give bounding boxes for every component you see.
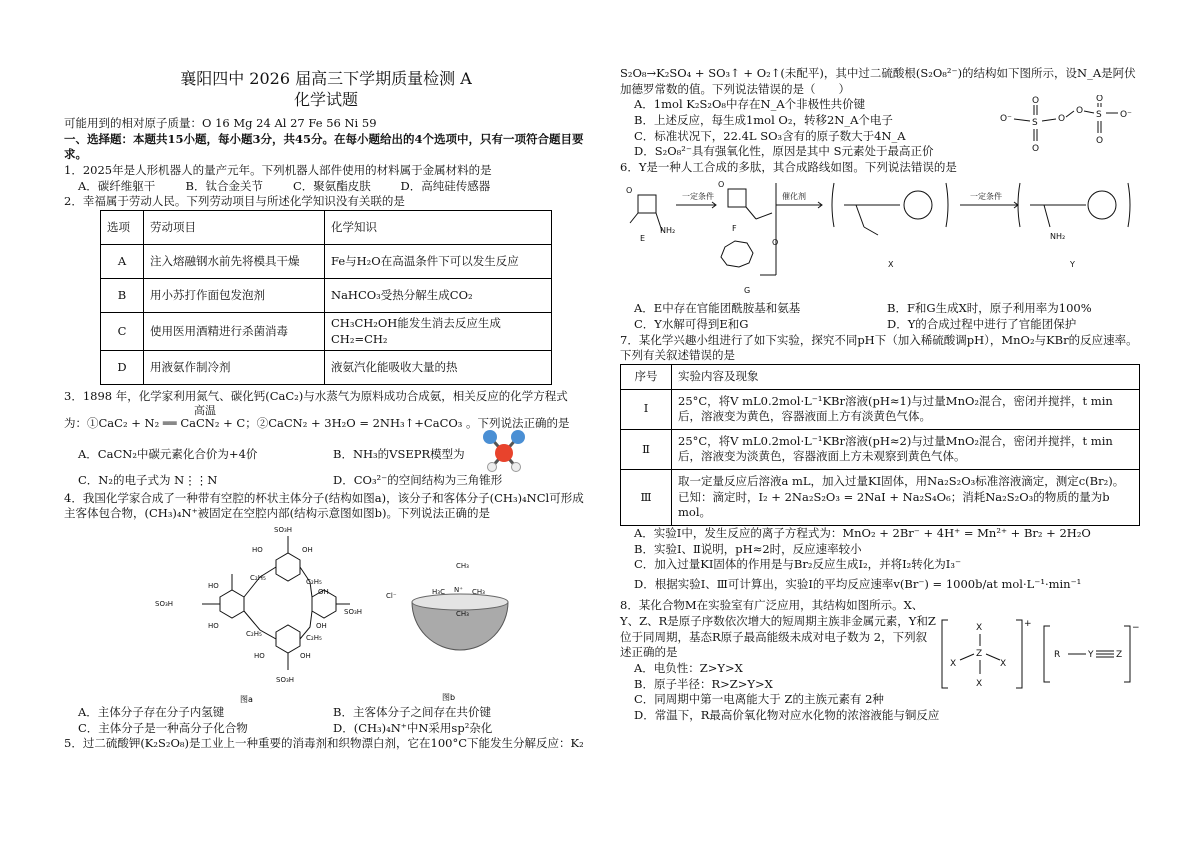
q3-option-c[interactable]: C．N₂的电子式为 N⋮⋮N xyxy=(78,473,218,488)
q2-cell: D xyxy=(101,351,144,385)
svg-text:Cl⁻: Cl⁻ xyxy=(386,591,397,600)
table-row xyxy=(101,312,552,350)
svg-text:C₂H₅: C₂H₅ xyxy=(306,633,322,642)
q3-option-a[interactable]: A．CaCN₂中碳元素化合价为+4价 xyxy=(78,447,258,462)
q7-header-no: 序号 xyxy=(621,364,672,389)
section-intro: 一、选择题：本题共15小题，每小题3分，共45分。在每小题给出的4个选项中，只有一项符合题目要求。 xyxy=(64,131,584,162)
compound-x-label: X xyxy=(888,260,894,270)
q2-cell: Fe与H₂O在高温条件下可以发生反应 xyxy=(325,244,552,278)
q8-stem: 8．某化合物M在实验室有广泛应用，其结构如图所示。X、Y、Z、R是原子序数依次增大的短周期主族非金属元素，Y和Z位于同周期，基态R原子最高能级未成对电子数为 2，下列叙述正确的是 xyxy=(620,598,936,660)
cond1-label: 一定条件 xyxy=(682,192,714,202)
svg-text:R: R xyxy=(1054,650,1061,661)
svg-text:CH₃: CH₃ xyxy=(456,561,469,570)
q2-cell: 用液氨作制冷剂 xyxy=(144,351,325,385)
compound-f-label: F xyxy=(732,224,737,234)
q4-option-a[interactable]: A．主体分子存在分子内氢键 xyxy=(78,704,225,719)
page-title xyxy=(64,68,588,110)
q6-option-b[interactable]: B．F和G生成X时，原子利用率为100% xyxy=(887,301,1092,316)
svg-text:NH₂: NH₂ xyxy=(660,226,676,236)
q3-option-d[interactable]: D．CO₃²⁻的空间结构为三角锥形 xyxy=(333,473,503,488)
compound-e-label: E xyxy=(640,234,646,244)
atomic-masses: 可能用到的相对原子质量：O 16 Mg 24 Al 27 Fe 56 Ni 59 xyxy=(64,116,377,131)
q2-header-labor: 劳动项目 xyxy=(144,210,325,244)
q3-options-row1 xyxy=(64,447,588,463)
compound-g-label: G xyxy=(744,286,751,296)
svg-text:SO₃H: SO₃H xyxy=(155,599,174,608)
svg-text:O⁻: O⁻ xyxy=(1000,114,1012,125)
table-row xyxy=(621,470,1140,526)
svg-text:SO₃H: SO₃H xyxy=(274,525,293,534)
q2-cell: NaHCO₃受热分解生成CO₂ xyxy=(325,278,552,312)
q3-condition: 高温 xyxy=(194,403,216,417)
svg-text:O: O xyxy=(1076,106,1084,117)
svg-text:O: O xyxy=(1058,114,1066,125)
q8-option-d[interactable]: D．常温下，R最高价氧化物对应水化物的浓溶液能与铜反应 xyxy=(634,707,940,722)
q2-table xyxy=(100,210,552,385)
q7-header-content: 实验内容及现象 xyxy=(672,364,1140,389)
svg-text:CH₃: CH₃ xyxy=(456,609,469,618)
fig-b-label: 图b xyxy=(442,692,456,702)
cond2-label: 催化剂 xyxy=(782,192,806,202)
svg-text:HO: HO xyxy=(254,651,265,660)
q7-cell: 25°C，将V mL0.2mol·L⁻¹KBr溶液(pH≈2)与过量MnO₂混合，密闭并搅拌，t min后，溶液变为淡黄色，容器液面上方未观察到黄色气体。 xyxy=(672,429,1140,469)
q6-option-d[interactable]: D．Y的合成过程中进行了官能团保护 xyxy=(887,317,1077,331)
svg-text:Z: Z xyxy=(976,649,983,660)
svg-text:OH: OH xyxy=(302,545,313,554)
vsepr-model-icon xyxy=(478,427,530,473)
left-column xyxy=(64,0,588,752)
svg-text:X: X xyxy=(976,679,983,690)
q5-option-d[interactable]: D．S₂O₈²⁻具有强氧化性，原因是其中 S元素处于最高正价 xyxy=(634,144,934,159)
q2-table-wrap xyxy=(64,210,552,385)
svg-text:O: O xyxy=(1096,95,1104,105)
svg-text:O: O xyxy=(626,186,633,196)
q6-option-a[interactable]: A．E中存在官能团酰胺基和氨基 xyxy=(634,301,801,316)
q8-option-a[interactable]: A．电负性：Z>Y>X xyxy=(634,660,743,675)
q5-body xyxy=(620,97,1140,160)
q2-cell: 用小苏打作面包发泡剂 xyxy=(144,278,325,312)
q8-option-c[interactable]: C．同周期中第一电离能大于 Z的主族元素有 2种 xyxy=(634,692,884,707)
table-row xyxy=(621,429,1140,469)
calixarene-structure-icon xyxy=(150,522,370,705)
q2-header-option: 选项 xyxy=(101,210,144,244)
svg-text:C₂H₅: C₂H₅ xyxy=(306,577,322,586)
q4-option-c[interactable]: C．主体分子是一种高分子化合物 xyxy=(78,720,248,735)
q8-option-b[interactable]: B．原子半径：R>Z>Y>X xyxy=(634,676,773,691)
q1-option-a[interactable]: A．碳纤维躯干 xyxy=(78,178,156,193)
svg-text:CH₃: CH₃ xyxy=(472,587,485,596)
q4-stem: 4．我国化学家合成了一种带有空腔的杯状主体分子(结构如图a)，该分子和客体分子(CH₃)₄NCl可形成主客体包合物，(CH₃)₄N⁺被固定在空腔内部(结构示意图如图b)。下列说法正确的是 xyxy=(64,490,584,521)
q7-option-b[interactable]: B．实验Ⅰ、Ⅱ说明，pH≈2时，反应速率较小 xyxy=(634,541,862,556)
svg-text:Z: Z xyxy=(1116,650,1123,661)
q4-options-row1 xyxy=(64,705,588,721)
svg-text:OH: OH xyxy=(300,651,311,660)
q2-cell: A xyxy=(101,244,144,278)
q7-option-d[interactable]: D．根据实验Ⅰ、Ⅲ可计算出，实验Ⅰ的平均反应速率v(Br⁻) = 1000b/at mol·L⁻¹·min⁻¹ xyxy=(634,576,1082,591)
q5-stem-left: 5．过二硫酸钾(K₂S₂O₈)是工业上一种重要的消毒剂和织物漂白剂，它在100°C下能发生分解反应：K₂ xyxy=(64,736,584,751)
svg-text:HO: HO xyxy=(208,621,219,630)
svg-text:O: O xyxy=(1096,136,1104,147)
table-row xyxy=(621,389,1140,429)
right-column xyxy=(620,66,1140,723)
svg-text:−: − xyxy=(1132,623,1140,634)
q2-cell: 液氨汽化能吸收大量的热 xyxy=(325,351,552,385)
svg-text:S: S xyxy=(1032,118,1038,129)
svg-text:O⁻: O⁻ xyxy=(1120,110,1132,121)
peroxodisulfate-structure-icon xyxy=(998,95,1138,157)
q6-options-row1 xyxy=(620,301,1140,317)
q3-option-b[interactable] xyxy=(333,447,588,463)
synthesis-route-icon xyxy=(620,175,1140,301)
q7-table xyxy=(620,364,1140,526)
q7-stem: 7．某化学兴趣小组进行了如下实验，探究不同pH下（加入稀硫酸调pH），MnO₂与KBr的反应速率。下列有关叙述错误的是 xyxy=(620,332,1138,363)
q7-cell: Ⅰ xyxy=(621,389,672,429)
q1-option-d[interactable]: D．高纯硅传感器 xyxy=(400,178,491,193)
q6-options-row2 xyxy=(620,317,1140,333)
exam-title: 襄阳四中 2026 届高三下学期质量检测 A xyxy=(180,69,472,88)
svg-text:SO₃H: SO₃H xyxy=(344,607,363,616)
compound-m-structure-icon xyxy=(938,616,1140,696)
q7-option-c[interactable]: C．加入过量KI固体的作用是与Br₂反应生成I₂，并将I₂转化为I₃⁻ xyxy=(634,557,962,572)
svg-text:Y: Y xyxy=(1088,650,1094,661)
q6-scheme xyxy=(620,175,1140,301)
q4-options-row2 xyxy=(64,721,588,737)
svg-text:X: X xyxy=(950,659,957,670)
q4-option-d[interactable]: D．(CH₃)₄N⁺中N采用sp²杂化 xyxy=(333,720,493,735)
q1-option-b[interactable]: B．钛合金关节 xyxy=(185,178,263,193)
q3-stem-2: 为：①CaC₂ + N₂ ══ CaCN₂ + C；②CaCN₂ + 3H₂O = 2NH₃↑+CaCO₃ 。下列说法正确的是 xyxy=(64,415,570,430)
svg-text:C₂H₅: C₂H₅ xyxy=(250,573,266,582)
svg-text:HO: HO xyxy=(208,581,219,590)
svg-text:NH₂: NH₂ xyxy=(1050,232,1066,242)
q3-option-b-text: B．NH₃的VSEPR模型为 xyxy=(333,447,465,462)
q4-figures xyxy=(64,522,588,705)
cond3-label: 一定条件 xyxy=(970,192,1002,202)
exam-subtitle: 化学试题 xyxy=(293,90,358,110)
svg-text:X: X xyxy=(1000,659,1007,670)
q5-option-a[interactable]: A．1mol K₂S₂O₈中存在N_A个非极性共价键 xyxy=(634,97,866,112)
q2-cell: CH₃CH₂OH能发生消去反应生成CH₂=CH₂ xyxy=(325,312,552,350)
fig-a-label: 图a xyxy=(240,694,253,704)
q7-option-a[interactable]: A．实验Ⅰ中，发生反应的离子方程式为：MnO₂ + 2Br⁻ + 4H⁺ = Mn²⁺ + Br₂ + 2H₂O xyxy=(634,525,1091,540)
q6-option-c[interactable]: C．Y水解可得到E和G xyxy=(634,317,749,331)
q7-cell: Ⅱ xyxy=(621,429,672,469)
q1-stem: 1．2025年是人形机器人的量产元年。下列机器人部件使用的材料属于金属材料的是 xyxy=(64,163,492,178)
q2-cell: 注入熔融钢水前先将模具干燥 xyxy=(144,244,325,278)
q7-cell: 25°C，将V mL0.2mol·L⁻¹KBr溶液(pH≈1)与过量MnO₂混合，密闭并搅拌，t min后，溶液变为黄色，容器液面上方有淡黄色气体。 xyxy=(672,389,1140,429)
q2-cell: C xyxy=(101,312,144,350)
svg-text:C₂H₅: C₂H₅ xyxy=(246,629,262,638)
host-guest-bowl-icon xyxy=(384,558,534,703)
q3-stem-1: 3．1898 年，化学家利用氮气、碳化钙(CaC₂)与水蒸气为原料成功合成氨，相关反应的化学方程式 xyxy=(64,389,568,404)
svg-text:+: + xyxy=(1024,619,1032,630)
svg-text:OH: OH xyxy=(318,587,329,596)
svg-text:X: X xyxy=(976,623,983,634)
q5-stem-right: S₂O₈→K₂SO₄ + SO₃↑ + O₂↑(未配平)，其中过二硫酸根(S₂O₈²⁻)的结构如下图所示，设N_A是阿伏加德罗常数的值。下列说法错误的是（ ） xyxy=(620,66,1136,96)
q5-option-c[interactable]: C．标准状况下，22.4L SO₃含有的原子数大于4N_A xyxy=(634,128,906,143)
table-row xyxy=(101,244,552,278)
svg-text:OH: OH xyxy=(316,621,327,630)
q7-cell: Ⅲ xyxy=(621,470,672,526)
q1-options xyxy=(64,179,508,195)
q2-stem: 2．幸福属于劳动人民。下列劳动项目与所述化学知识没有关联的是 xyxy=(64,194,405,209)
svg-text:SO₃H: SO₃H xyxy=(276,675,295,684)
svg-text:HO: HO xyxy=(252,545,263,554)
q1-option-c[interactable]: C．聚氨酯皮肤 xyxy=(293,178,371,193)
svg-text:O: O xyxy=(772,238,779,248)
q3-options-row2 xyxy=(64,473,588,489)
q7-cell: 取一定量反应后溶液a mL，加入过量KI固体，用Na₂S₂O₃标准溶液滴定，测定c(Br₂)。已知：滴定时，I₂ + 2Na₂S₂O₃ = 2NaI + Na₂S₄O₆；消耗Na₂S₂O₃的物质的量为b mol。 xyxy=(672,470,1140,526)
q5-option-b[interactable]: B．上述反应，每生成1mol O₂，转移2N_A个电子 xyxy=(634,112,893,127)
q4-option-b[interactable]: B．主客体分子之间存在共价键 xyxy=(333,704,491,719)
svg-text:O: O xyxy=(718,180,725,190)
q8-block xyxy=(620,598,1140,723)
svg-text:S: S xyxy=(1096,110,1102,121)
q2-cell: 使用医用酒精进行杀菌消毒 xyxy=(144,312,325,350)
table-row xyxy=(101,351,552,385)
svg-text:O: O xyxy=(1032,96,1040,107)
q2-header-knowledge: 化学知识 xyxy=(325,210,552,244)
q6-stem: 6．Y是一种人工合成的多肽，其合成路线如图。下列说法错误的是 xyxy=(620,159,957,174)
q2-cell: B xyxy=(101,278,144,312)
table-row xyxy=(101,278,552,312)
svg-text:N⁺: N⁺ xyxy=(454,585,463,594)
svg-text:O: O xyxy=(1032,144,1040,155)
compound-y-label: Y xyxy=(1070,260,1075,270)
svg-text:H₃C: H₃C xyxy=(432,587,445,596)
